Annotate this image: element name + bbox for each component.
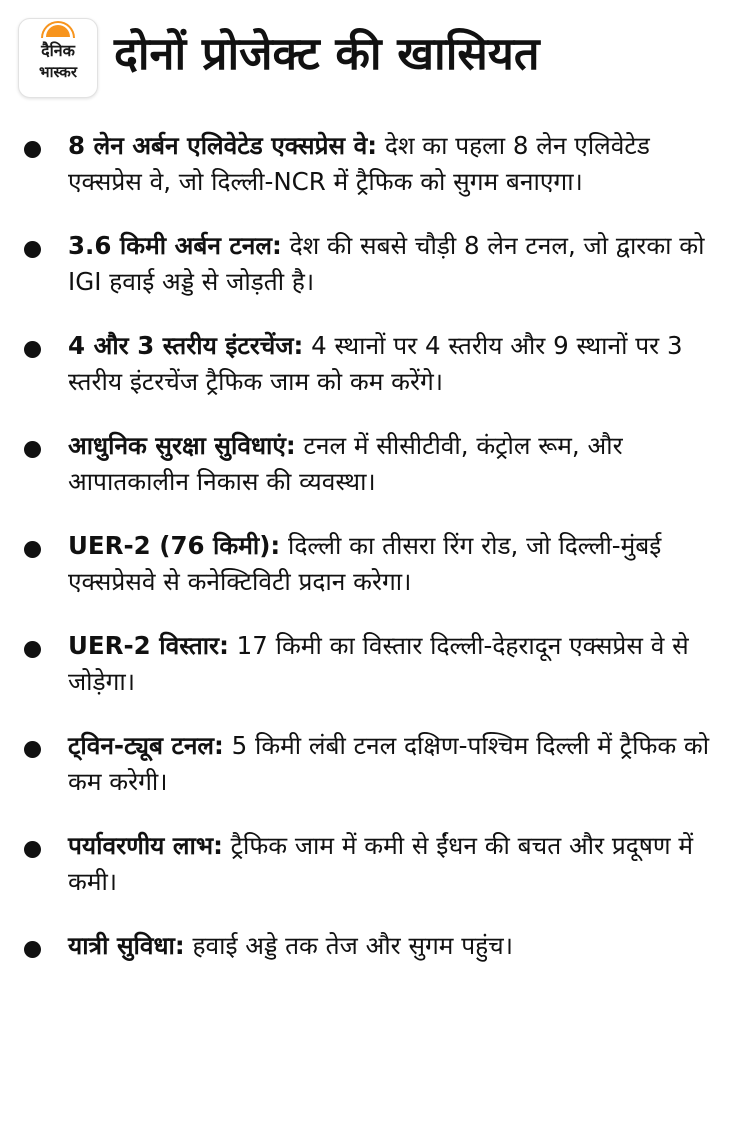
list-item-text: [68, 228, 712, 300]
feature-list: [22, 128, 712, 992]
bullet-icon: [24, 241, 41, 258]
list-item-text: [68, 928, 712, 964]
list-item-text: [68, 728, 712, 800]
dainik-bhaskar-logo[interactable]: [18, 18, 98, 98]
bullet-icon: [24, 141, 41, 158]
list-item-heading: 8 लेन अर्बन एलिवेटेड एक्सप्रेस वे:: [68, 131, 378, 160]
list-item: [22, 528, 712, 600]
list-item-description: दिल्ली का तीसरा रिंग रोड, जो दिल्ली-मुंबई एक्सप्रेसवे से कनेक्टिविटी प्रदान करेगा।: [68, 531, 662, 596]
logo-text-line1: दैनिक: [41, 41, 75, 60]
list-item: [22, 828, 712, 900]
list-item-heading: यात्री सुविधा:: [68, 931, 185, 960]
bullet-icon: [24, 741, 41, 758]
list-item: [22, 928, 712, 964]
list-item-heading: 4 और 3 स्तरीय इंटरचेंज:: [68, 331, 304, 360]
bullet-icon: [24, 941, 41, 958]
list-item: [22, 128, 712, 200]
list-item-text: [68, 328, 712, 400]
list-item-heading: UER-2 विस्तार:: [68, 631, 229, 660]
list-item-description: ट्रैफिक जाम में कमी से ईंधन की बचत और प्रदूषण में कमी।: [68, 831, 694, 896]
list-item-text: [68, 128, 712, 200]
bullet-icon: [24, 541, 41, 558]
list-item-description: 17 किमी का विस्तार दिल्ली-देहरादून एक्सप्रेस वे से जोड़ेगा।: [68, 631, 689, 696]
list-item-heading: पर्यावरणीय लाभ:: [68, 831, 223, 860]
list-item: [22, 728, 712, 800]
list-item-heading: UER-2 (76 किमी):: [68, 531, 281, 560]
list-item: [22, 428, 712, 500]
bullet-icon: [24, 641, 41, 658]
list-item-description: देश की सबसे चौड़ी 8 लेन टनल, जो द्वारका को IGI हवाई अड्डे से जोड़ती है।: [68, 231, 705, 296]
list-item-text: [68, 428, 712, 500]
list-item: [22, 328, 712, 400]
list-item-description: देश का पहला 8 लेन एलिवेटेड एक्सप्रेस वे, जो दिल्ली-NCR में ट्रैफिक को सुगम बनाएगा।: [68, 131, 650, 196]
bullet-icon: [24, 441, 41, 458]
bullet-icon: [24, 341, 41, 358]
list-item-text: [68, 628, 712, 700]
list-item-text: [68, 828, 712, 900]
list-item-description: 4 स्थानों पर 4 स्तरीय और 9 स्थानों पर 3 स्तरीय इंटरचेंज ट्रैफिक जाम को कम करेंगे।: [68, 331, 683, 396]
list-item-heading: ट्विन-ट्यूब टनल:: [68, 731, 224, 760]
page-title: दोनों प्रोजेक्ट की खासियत: [114, 27, 540, 80]
list-item-text: [68, 528, 712, 600]
list-item-description: हवाई अड्डे तक तेज और सुगम पहुंच।: [184, 931, 514, 960]
header: [18, 18, 718, 98]
list-item-heading: 3.6 किमी अर्बन टनल:: [68, 231, 282, 260]
logo-text-line2: भास्कर: [39, 63, 77, 81]
list-item-description: 5 किमी लंबी टनल दक्षिण-पश्चिम दिल्ली में ट्रैफिक को कम करेगी।: [68, 731, 710, 796]
bullet-icon: [24, 841, 41, 858]
list-item: [22, 228, 712, 300]
list-item-description: टनल में सीसीटीवी, कंट्रोल रूम, और आपातकालीन निकास की व्यवस्था।: [68, 431, 623, 496]
list-item: [22, 628, 712, 700]
list-item-heading: आधुनिक सुरक्षा सुविधाएं:: [68, 431, 296, 460]
